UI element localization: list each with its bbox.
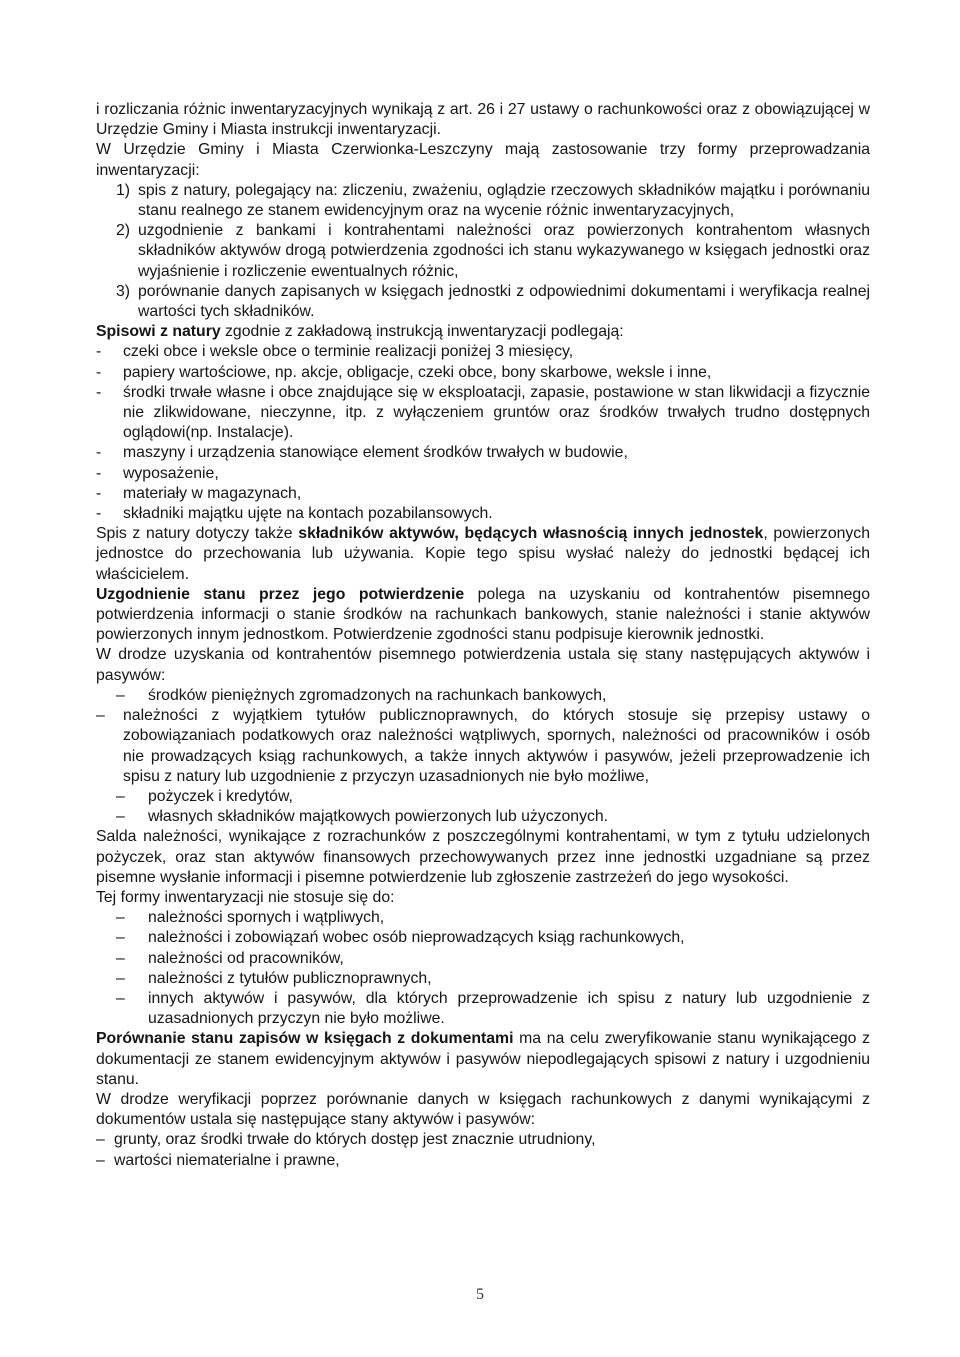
bullet-item [96, 504, 870, 524]
dash-marker: – [96, 1131, 105, 1149]
dash-marker: – [116, 989, 125, 1007]
item-text: spis z natury, polegający na: zliczeniu, zważeniu, oglądzie rzeczowych składników majątku i porównaniu stanu realnego ze stanem ewidencyjnym oraz na wycenie różnic inwentaryzacyjnych, [138, 181, 870, 220]
paragraph: W drodze weryfikacji poprzez porównanie danych w księgach rachunkowych z danymi wynikającymi z dokumentów ustala się następujące stany aktywów i pasywów: [96, 1090, 870, 1129]
item-text: należności od pracowników, [148, 949, 344, 967]
dash-marker: – [116, 949, 125, 967]
item-text: należności spornych i wątpliwych, [148, 909, 385, 927]
bullet-item [116, 989, 870, 1029]
dash-marker: - [96, 464, 102, 482]
dash-marker: - [96, 363, 102, 381]
item-text: uzgodnienie z bankami i kontrahentami należności oraz powierzonych kontrahentom własnych składników aktywów drogą potwierdzenia zgodności ich stanu wykazywanego w księgach jednostki oraz wyjaśnienie i rozliczenie ewentualnych różnic, [138, 222, 870, 280]
paragraph [96, 322, 870, 342]
item-number: 2) [116, 222, 131, 240]
numbered-item [116, 181, 870, 221]
dash-marker: – [96, 1151, 105, 1169]
dash-marker: – [116, 808, 125, 826]
paragraph [96, 1029, 870, 1090]
paragraph-text: zgodnie z zakładową instrukcją inwentaryzacji podlegają: [220, 323, 624, 341]
page-number: 5 [476, 1286, 484, 1303]
dash-marker: – [116, 909, 125, 927]
item-text: środki trwałe własne i obce znajdujące się w eksploatacji, zapasie, postawione w stan likwidacji a fizycznie nie zlikwidowane, nieczynne, itp. z wyłączeniem gruntów oraz środków trwałych trudno dostępnych oglądowi(np. Instalacje). [123, 383, 870, 442]
dash-marker: – [116, 787, 125, 805]
bullet-item [96, 1130, 870, 1150]
paragraph: i rozliczania różnic inwentaryzacyjnych wynikają z art. 26 i 27 ustawy o rachunkowości oraz z obowiązującej w Urzędzie Gminy i Miasta instrukcji inwentaryzacji. [96, 101, 870, 139]
item-text: własnych składników majątkowych powierzonych lub użyczonych. [148, 808, 609, 826]
bullet-item [116, 928, 870, 948]
bullet-item [96, 363, 870, 383]
paragraph: W Urzędzie Gminy i Miasta Czerwionka-Leszczyny mają zastosowanie trzy formy przeprowadzania inwentaryzacji: [96, 141, 870, 179]
bullet-item [116, 949, 870, 969]
bullet-item [116, 787, 870, 807]
paragraph: W drodze uzyskania od kontrahentów pisemnego potwierdzenia ustala się stany następujących aktywów i pasywów: [96, 646, 870, 684]
item-text: porównanie danych zapisanych w księgach jednostki z odpowiednimi dokumentami i weryfikacja realnej wartości tych składników. [138, 282, 870, 321]
dash-marker: – [96, 707, 105, 725]
item-text: należności z tytułów publicznoprawnych, [148, 969, 432, 987]
item-text: należności i zobowiązań wobec osób nieprowadzących ksiąg rachunkowych, [148, 929, 685, 947]
dash-marker: - [96, 383, 102, 401]
numbered-item [116, 221, 870, 282]
dash-marker: – [116, 929, 125, 947]
item-number: 3) [116, 282, 131, 300]
paragraph: Salda należności, wynikające z rozrachunków z poszczególnymi kontrahentami, w tym z tytułu udzielonych pożyczek, oraz stan aktywów finansowych przechowywanych przez inne jednostki uzgadniane są przez pisemne wysłanie informacji i pisemne potwierdzenie lub zgłoszenie zastrzeżeń do jego wysokości. [96, 828, 870, 886]
bullet-item [116, 686, 870, 706]
bullet-item [116, 969, 870, 989]
bullet-item [96, 342, 870, 362]
item-text: pożyczek i kredytów, [148, 787, 293, 805]
dash-marker: - [96, 484, 102, 502]
paragraph: Tej formy inwentaryzacji nie stosuje się do: [96, 888, 395, 906]
dash-marker: - [96, 505, 102, 523]
item-text: składniki majątku ujęte na kontach pozabilansowych. [123, 505, 493, 523]
paragraph-text: ma na celu zweryfikowanie stanu wynikającego z dokumentacji ze stanem ewidencyjnym aktywów i pasywów niepodlegających spisowi z natury i uzgodnieniu stanu. [96, 1030, 870, 1088]
bullet-item [72, 706, 870, 787]
document-body [96, 100, 870, 1171]
item-text: innych aktywów i pasywów, dla których przeprowadzenie ich spisu z natury lub uzgodnienie z uzasadnionych przyczyn nie było możliwe. [148, 989, 870, 1028]
bold-term: Porównanie stanu zapisów w księgach z dokumentami [96, 1030, 514, 1048]
item-text: czeki obce i weksle obce o terminie realizacji poniżej 3 miesięcy, [123, 343, 574, 361]
bold-term: Spisowi z natury [96, 323, 221, 341]
bold-term: Uzgodnienie stanu przez jego potwierdzenie [96, 585, 465, 603]
paragraph [96, 585, 870, 646]
item-number: 1) [116, 181, 131, 199]
item-text: maszyny i urządzenia stanowiące element środków trwałych w budowie, [123, 444, 628, 462]
item-text: środków pieniężnych zgromadzonych na rachunkach bankowych, [148, 686, 607, 704]
numbered-item [116, 282, 870, 322]
bold-term: składników aktywów, będących własnością innych jednostek [298, 525, 764, 543]
bullet-item [116, 807, 870, 827]
bullet-item [96, 1151, 870, 1171]
paragraph-text: , powierzonych jednostce do przechowania lub używania. Kopie tego spisu wysłać należy do jednostki będącej ich właścicielem. [96, 525, 870, 583]
item-text: należności z wyjątkiem tytułów publicznoprawnych, do których stosuje się przepisy ustawy o zobowiązaniach podatkowych oraz należności wątpliwych, spornych, należności od pracowników i osób nie prowadzących ksiąg rachunkowych, a także innych aktywów i pasywów, jeżeli przeprowadzenie ich spisu z natury lub uzgodnienie z przyczyn uzasadnionych nie było możliwe, [123, 707, 870, 785]
paragraph-text: Spis z natury dotyczy także [96, 525, 299, 543]
paragraph-text: polega na uzyskaniu od kontrahentów pisemnego potwierdzenia informacji o stanie środków na rachunkach bankowych, stanie należności i stanie aktywów powierzonych innym jednostkom. Potwierdzenie zgodności stanu podpisuje kierownik jednostki. [96, 585, 871, 644]
item-text: wyposażenie, [123, 464, 219, 482]
item-text: materiały w magazynach, [123, 484, 302, 502]
item-text: grunty, oraz środki trwałe do których dostęp jest znacznie utrudniony, [114, 1131, 596, 1149]
item-text: papiery wartościowe, np. akcje, obligacje, czeki obce, bony skarbowe, weksle i inne, [123, 363, 712, 381]
dash-marker: - [96, 343, 102, 361]
bullet-item [96, 464, 870, 484]
dash-marker: – [116, 686, 125, 704]
dash-marker: – [116, 969, 125, 987]
bullet-item [96, 484, 870, 504]
dash-marker: - [96, 444, 102, 462]
bullet-item [96, 443, 870, 463]
paragraph [96, 524, 870, 585]
item-text: wartości niematerialne i prawne, [114, 1151, 340, 1169]
bullet-item [96, 383, 870, 444]
bullet-item [116, 908, 870, 928]
